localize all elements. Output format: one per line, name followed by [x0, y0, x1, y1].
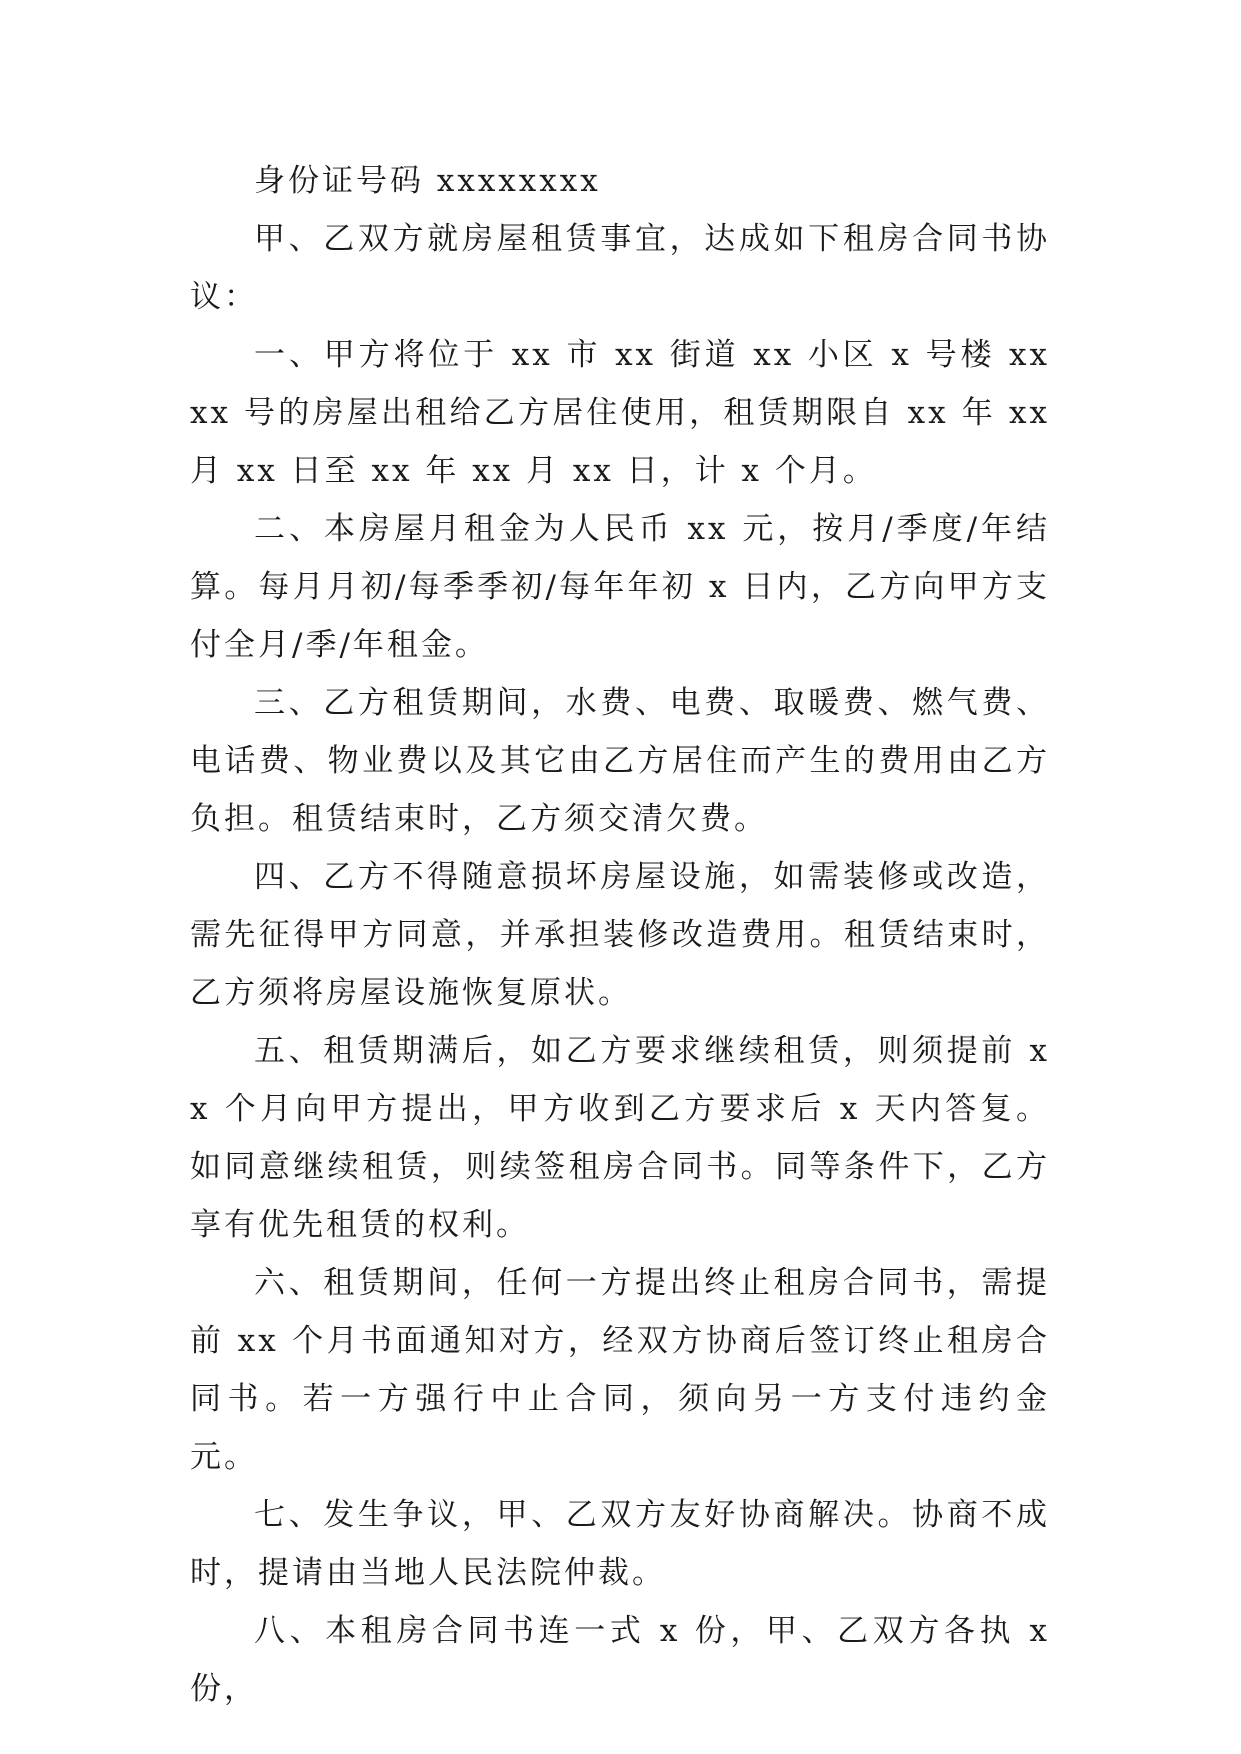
clause-5-renewal: 五、租赁期满后，如乙方要求继续租赁，则须提前 xx 个月向甲方提出，甲方收到乙方要求后 x 天内答复。如同意继续租赁，则续签租房合同书。同等条件下，乙方享有优先租赁的权利。	[190, 1033, 1050, 1243]
clause-8-copies: 八、本租房合同书连一式 x 份，甲、乙双方各执 x 份，	[190, 1613, 1050, 1707]
document-page	[190, 152, 1050, 1718]
clause-2-rent-payment: 二、本房屋月租金为人民币 xx 元，按月/季度/年结算。每月月初/每季季初/每年年初 x 日内，乙方向甲方支付全月/季/年租金。	[190, 511, 1050, 663]
clause-7-disputes: 七、发生争议，甲、乙双方友好协商解决。协商不成时，提请由当地人民法院仲裁。	[190, 1497, 1050, 1591]
clause-6-termination: 六、租赁期间，任何一方提出终止租房合同书，需提前 xx 个月书面通知对方，经双方协商后签订终止租房合同书。若一方强行中止合同，须向另一方支付违约金 元。	[190, 1265, 1050, 1475]
id-number-line: 身份证号码 xxxxxxxx	[254, 163, 601, 199]
agreement-intro: 甲、乙双方就房屋租赁事宜，达成如下租房合同书协议：	[190, 221, 1050, 315]
clause-4-renovation: 四、乙方不得随意损坏房屋设施，如需装修或改造，需先征得甲方同意，并承担装修改造费用。租赁结束时，乙方须将房屋设施恢复原状。	[190, 859, 1050, 1011]
clause-1-property-term: 一、甲方将位于 xx 市 xx 街道 xx 小区 x 号楼 xxxx 号的房屋出租给乙方居住使用，租赁期限自 xx 年 xx 月 xx 日至 xx 年 xx 月 xx 日，计 x 个月。	[190, 337, 1050, 489]
clause-3-utilities: 三、乙方租赁期间，水费、电费、取暖费、燃气费、电话费、物业费以及其它由乙方居住而产生的费用由乙方负担。租赁结束时，乙方须交清欠费。	[190, 685, 1050, 837]
